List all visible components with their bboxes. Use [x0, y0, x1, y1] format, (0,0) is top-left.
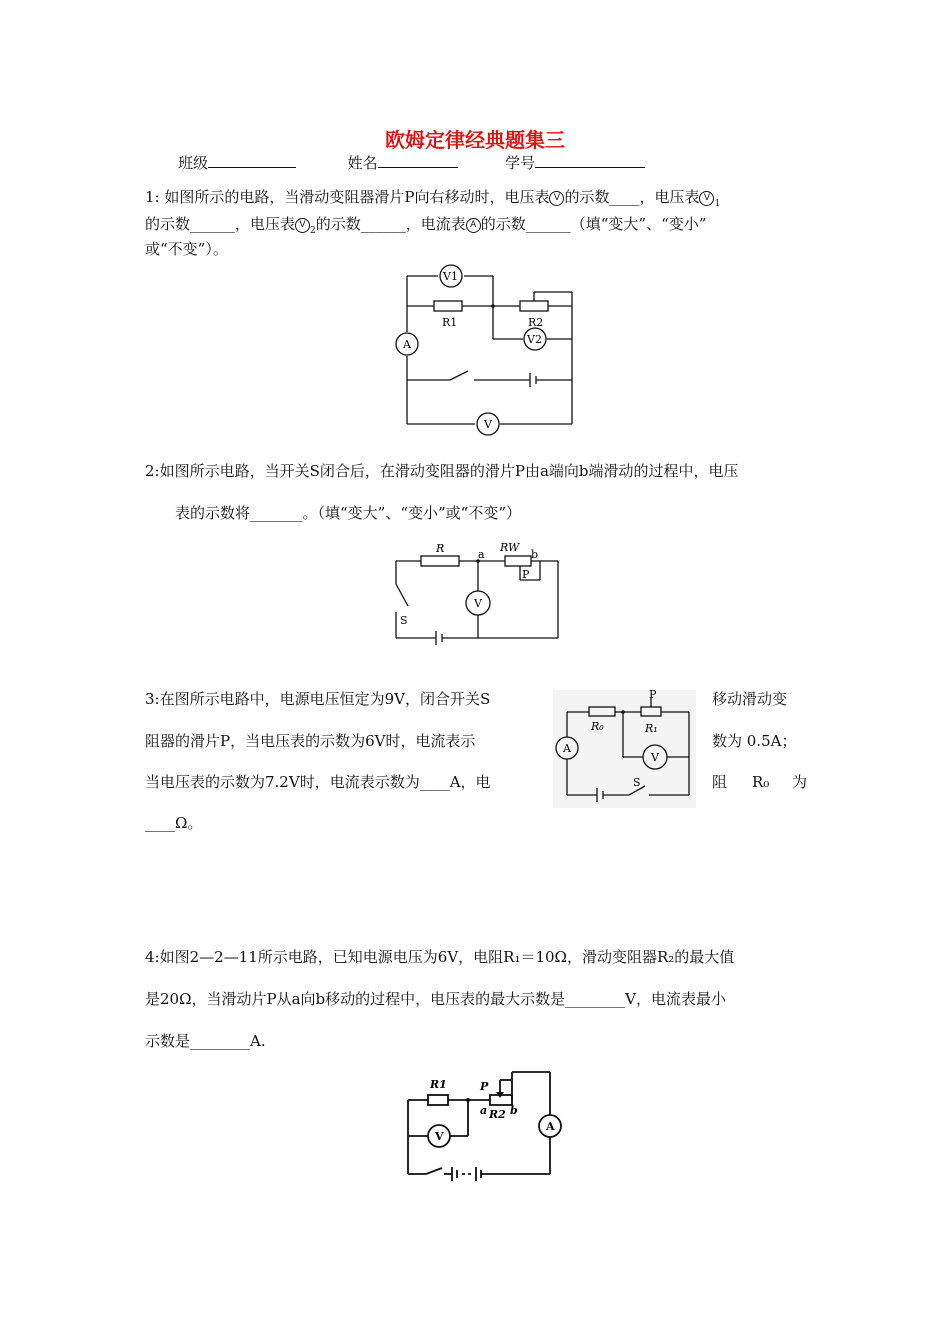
q1-text-1b: 的示数____，电压表 — [564, 188, 700, 206]
q1-text-2a: 的示数______，电压表 — [145, 215, 296, 233]
q3-right-2: 数为 0.5A； — [712, 732, 797, 750]
q3-r0-label: R₀ — [591, 720, 604, 733]
voltmeter-v-icon: V — [549, 191, 564, 206]
voltmeter-v2-icon: V — [295, 218, 310, 233]
q1-sub1: 1 — [714, 199, 721, 209]
q3-circuit-diagram — [553, 690, 696, 808]
q3-r1-label: R₁ — [645, 722, 658, 735]
header-fields — [178, 152, 645, 174]
q1-line1 — [145, 186, 720, 215]
q1-line3: 或“不变”）。 — [145, 240, 228, 258]
q2-v-label: V — [474, 597, 482, 610]
q2-s-label: S — [400, 614, 408, 627]
q4-line1: 4:如图2—2—11所示电路，已知电源电压为6V，电阻R₁＝10Ω，滑动变阻器R₂的最大值 — [145, 948, 735, 966]
q3-line2: 阻器的滑片P，当电压表的示数为6V时，电流表示 — [145, 732, 476, 750]
q3-line1: 3:在图所示电路中，电源电压恒定为9V，闭合开关S — [145, 690, 491, 708]
q4-a-label: a — [480, 1104, 488, 1117]
q1-sub2: 2 — [310, 226, 316, 236]
q3-s-label: S — [633, 776, 641, 789]
q3-right-3a: 阻 — [712, 773, 728, 791]
q1-text-2c: 的示数______（填“变大”、“变小” — [480, 215, 707, 233]
q1-circuit-diagram — [390, 264, 580, 439]
q1-v2-label: V2 — [527, 333, 542, 346]
q3-right-3c: 为 — [792, 773, 808, 791]
q3-a-label: A — [563, 742, 571, 755]
class-label: 班级 — [178, 154, 209, 172]
q4-v-label: V — [435, 1130, 444, 1143]
ammeter-a-icon: A — [466, 218, 481, 233]
q1-a-label: A — [403, 338, 411, 351]
q2-b-label: b — [531, 548, 539, 561]
q4-r2-label: R2 — [489, 1108, 506, 1121]
id-label: 学号 — [505, 154, 536, 172]
q2-p-label: P — [522, 568, 530, 581]
q3-right-3b: R₀ — [752, 773, 770, 791]
q2-rw-label: RW — [500, 541, 520, 554]
q1-text-1a: 1: 如图所示的电路，当滑动变阻器滑片P向右移动时，电压表 — [145, 188, 550, 206]
q4-circuit-diagram — [400, 1068, 565, 1183]
q2-r-label: R — [436, 542, 445, 555]
q1-line2 — [145, 213, 706, 242]
q2-line2: 表的示数将_______。（填“变大”、“变小”或“不变”） — [175, 504, 522, 522]
q4-p-label: P — [480, 1080, 489, 1093]
q3-line3: 当电压表的示数为7.2V时，电流表示数为____A，电 — [145, 773, 491, 791]
q2-line1: 2:如图所示电路，当开关S闭合后，在滑动变阻器的滑片P由a端向b端滑动的过程中，电压 — [145, 462, 739, 480]
q3-right-1: 移动滑动变 — [712, 690, 788, 708]
q4-r1-label: R1 — [430, 1078, 447, 1091]
class-blank — [208, 153, 296, 168]
voltmeter-v1-icon: V — [699, 191, 714, 206]
q3-v-label: V — [651, 751, 659, 764]
q1-v-label: V — [484, 418, 492, 431]
q4-b-label: b — [510, 1104, 518, 1117]
name-label: 姓名 — [347, 154, 378, 172]
id-blank — [535, 153, 645, 168]
q1-text-2b: 的示数______，电流表 — [315, 215, 466, 233]
q1-r2-label: R2 — [528, 316, 544, 329]
q1-v1-label: V1 — [443, 270, 458, 283]
q3-line4: ____Ω。 — [145, 814, 203, 832]
q4-ammeter-label: A — [546, 1120, 555, 1133]
q4-line2: 是20Ω，当滑动片P从a向b移动的过程中，电压表的最大示数是________V，电流表最小 — [145, 990, 726, 1008]
name-blank — [378, 153, 458, 168]
q3-p-label: P — [649, 690, 657, 701]
q2-a-label: a — [478, 548, 485, 561]
q4-line3: 示数是________A. — [145, 1032, 266, 1050]
q1-r1-label: R1 — [442, 316, 458, 329]
document-title: 欧姆定律经典题集三 — [385, 128, 565, 152]
q2-circuit-diagram — [388, 536, 563, 651]
